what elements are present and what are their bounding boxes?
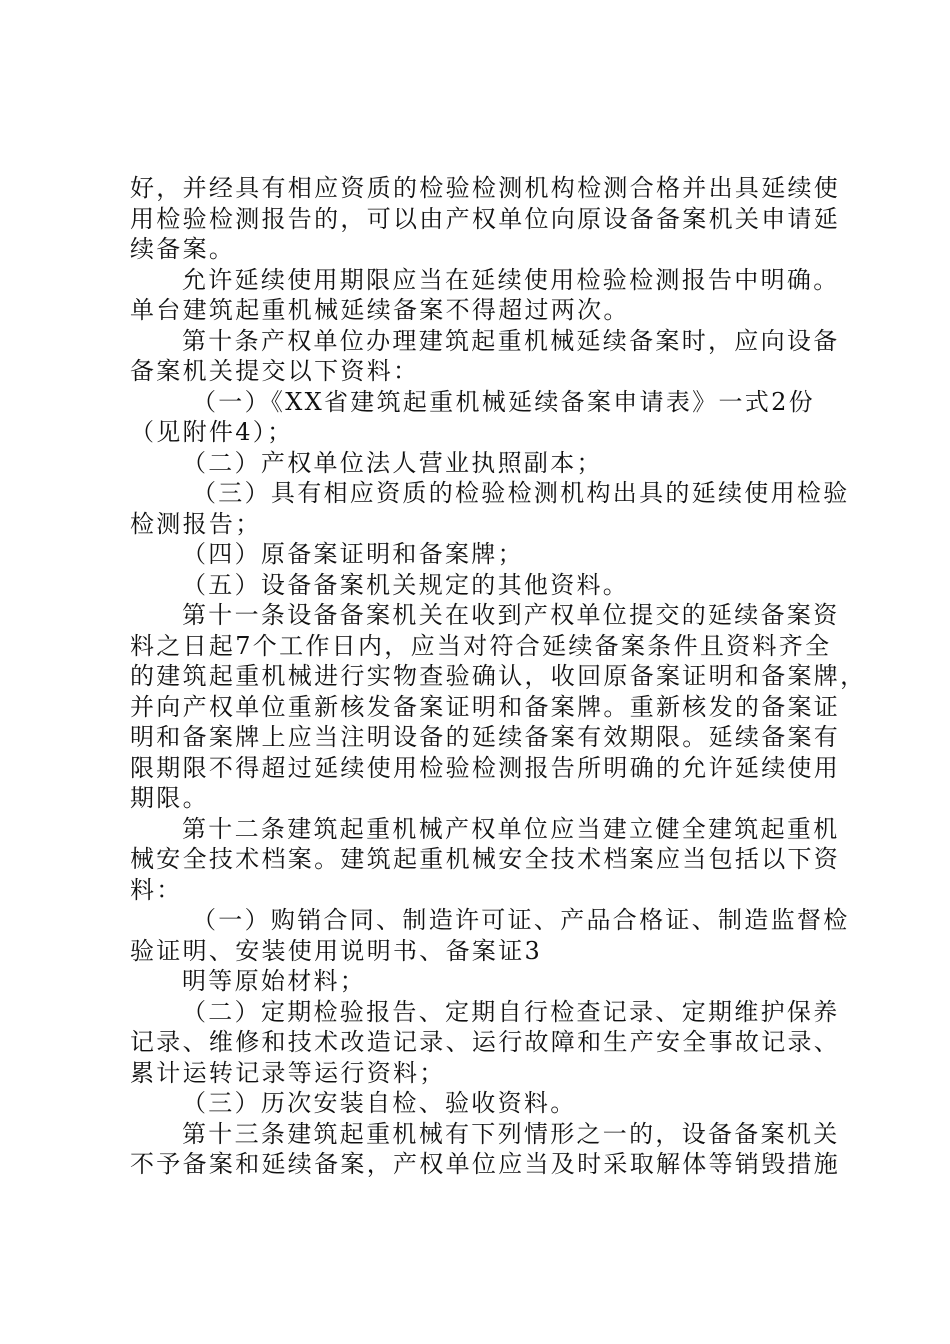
text-line: 备案机关提交以下资料： bbox=[130, 357, 420, 385]
text-line: 第十二条建筑起重机械产权单位应当建立健全建筑起重机 bbox=[182, 814, 840, 843]
text-line: 的建筑起重机械进行实物查验确认，收回原备案证明和备案牌， bbox=[130, 662, 867, 690]
text-line: 料之日起7个工作日内，应当对符合延续备案条件且资料齐全 bbox=[130, 631, 832, 660]
text-line: （见附件4）； bbox=[130, 418, 294, 446]
text-line: （一）《XX省建筑起重机械延续备案申请表》一式2份 bbox=[192, 387, 815, 416]
text-line: 不予备案和延续备案，产权单位应当及时采取解体等销毁措施 bbox=[130, 1150, 841, 1178]
document-body bbox=[130, 173, 867, 1180]
text-line: 明和备案牌上应当注明设备的延续备案有效期限。延续备案有 bbox=[130, 723, 841, 751]
text-line: 期限。 bbox=[130, 784, 209, 812]
text-line: （五）设备备案机关规定的其他资料。 bbox=[182, 570, 630, 599]
text-line: 记录、维修和技术改造记录、运行故障和生产安全事故记录、 bbox=[130, 1028, 841, 1056]
text-line: 单台建筑起重机械延续备案不得超过两次。 bbox=[130, 296, 630, 324]
text-line: 限期限不得超过延续使用检验检测报告所明确的允许延续使用 bbox=[130, 753, 841, 782]
text-line: （一）购销合同、制造许可证、产品合格证、制造监督检 bbox=[192, 906, 850, 934]
text-line: （二）产权单位法人营业执照副本； bbox=[182, 448, 603, 477]
text-line: （四）原备案证明和备案牌； bbox=[182, 540, 524, 568]
text-line: 明等原始材料； bbox=[182, 967, 367, 995]
text-line: 用检验检测报告的，可以由产权单位向原设备备案机关申请延 bbox=[130, 204, 841, 233]
text-line: 第十一条设备备案机关在收到产权单位提交的延续备案资 bbox=[182, 601, 840, 629]
text-line: 允许延续使用期限应当在延续使用检验检测报告中明确。 bbox=[182, 265, 840, 294]
text-line: （二）定期检验报告、定期自行检查记录、定期维护保养 bbox=[182, 997, 840, 1026]
text-line: （三）具有相应资质的检验检测机构出具的延续使用检验 bbox=[192, 479, 850, 507]
text-line: 验证明、安装使用说明书、备案证3 bbox=[130, 936, 543, 965]
text-line: 检测报告； bbox=[130, 509, 262, 538]
text-line: 续备案。 bbox=[130, 235, 236, 263]
text-line: 并向产权单位重新核发备案证明和备案牌。重新核发的备案证 bbox=[130, 692, 841, 721]
text-line: 械安全技术档案。建筑起重机械安全技术档案应当包括以下资 bbox=[130, 845, 841, 873]
text-line: 好，并经具有相应资质的检验检测机构检测合格并出具延续使 bbox=[130, 174, 841, 202]
text-line: 累计运转记录等运行资料； bbox=[130, 1058, 446, 1087]
text-line: 第十三条建筑起重机械有下列情形之一的，设备备案机关 bbox=[182, 1119, 840, 1148]
text-line: （三）历次安装自检、验收资料。 bbox=[182, 1089, 577, 1117]
text-line: 第十条产权单位办理建筑起重机械延续备案时，应向设备 bbox=[182, 326, 840, 355]
text-line: 料： bbox=[130, 875, 183, 904]
